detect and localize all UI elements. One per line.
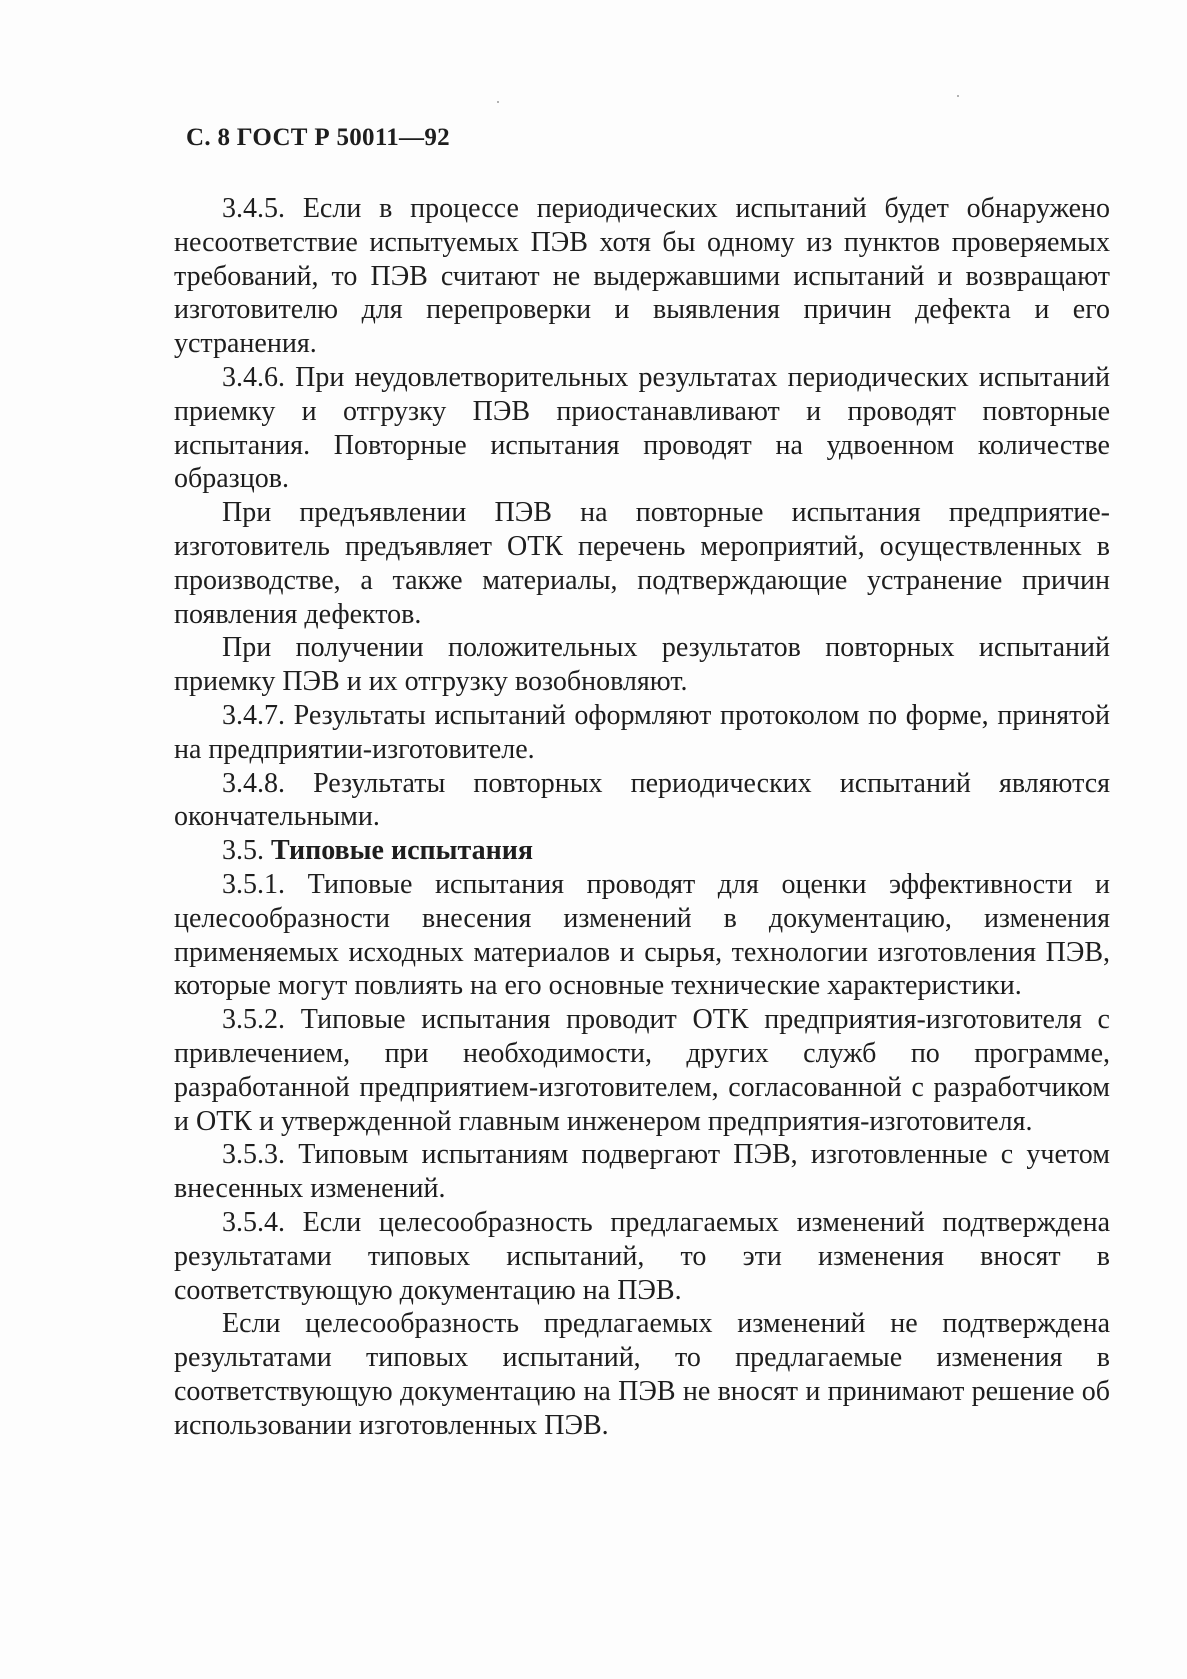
paragraph-3-5-2: 3.5.2. Типовые испытания проводит ОТК предприятия-изготовителя с привлечением, при необходимости, других служб по программе, разработанной предприятием-изготовителем, согласованной с разработчиком и ОТК и утвержденной главным инженером предприятия-изготовителя.: [174, 1004, 1110, 1137]
scan-speck: [497, 101, 499, 103]
document-body: [174, 192, 1110, 1442]
paragraph-positive-results: При получении положительных результатов повторных испытаний приемку ПЭВ и их отгрузку возобновляют.: [174, 632, 1110, 698]
paragraph-3-5-3: 3.5.3. Типовым испытаниям подвергают ПЭВ, изготовленные с учетом внесенных изменений.: [174, 1139, 1110, 1205]
paragraph-3-5-4: 3.5.4. Если целесообразность предлагаемых изменений подтверждена результатами типовых испытаний, то эти изменения вносят в соответствующую документацию на ПЭВ.: [174, 1206, 1110, 1306]
paragraph-3-4-5: 3.4.5. Если в процессе периодических испытаний будет обнаружено несоответствие испытуемых ПЭВ хотя бы одному из пунктов проверяемых требований, то ПЭВ считают не выдержавшими испытаний и возвращают изготовителю для перепроверки и выявления причин дефекта и его устранения.: [174, 193, 1110, 360]
section-heading: [174, 834, 1110, 868]
section-title: Типовые испытания: [271, 835, 534, 867]
scan-speck: [957, 95, 959, 97]
paragraph-not-confirmed: Если целесообразность предлагаемых изменений не подтверждена результатами типовых испытаний, то предлагаемые изменения в соответствующую документацию на ПЭВ не вносят и принимают решение об использовании изготовленных ПЭВ.: [174, 1308, 1110, 1441]
section-number: 3.5.: [222, 835, 264, 867]
paragraph-3-4-8: 3.4.8. Результаты повторных периодических испытаний являются окончательными.: [174, 767, 1110, 833]
paragraph-3-5-1: 3.5.1. Типовые испытания проводят для оценки эффективности и целесообразности внесения изменений в документацию, изменения применяемых исходных материалов и сырья, технологии изготовления ПЭВ, которые могут повлиять на его основные технические характеристики.: [174, 868, 1110, 1002]
paragraph-3-4-6: 3.4.6. При неудовлетворительных результатах периодических испытаний приемку и отгрузку ПЭВ приостанавливают и проводят повторные испытания. Повторные испытания проводят на удвоенном количестве образцов.: [174, 361, 1110, 495]
paragraph-3-4-7: 3.4.7. Результаты испытаний оформляют протоколом по форме, принятой на предприятии-изготовителе.: [174, 699, 1110, 765]
page-header: С. 8 ГОСТ Р 50011—92: [186, 124, 450, 151]
paragraph-repeat-tests: При предъявлении ПЭВ на повторные испытания предприятие-изготовитель предъявляет ОТК перечень мероприятий, осуществленных в производстве, а также материалы, подтверждающие устранение причин появления дефектов.: [174, 497, 1110, 630]
